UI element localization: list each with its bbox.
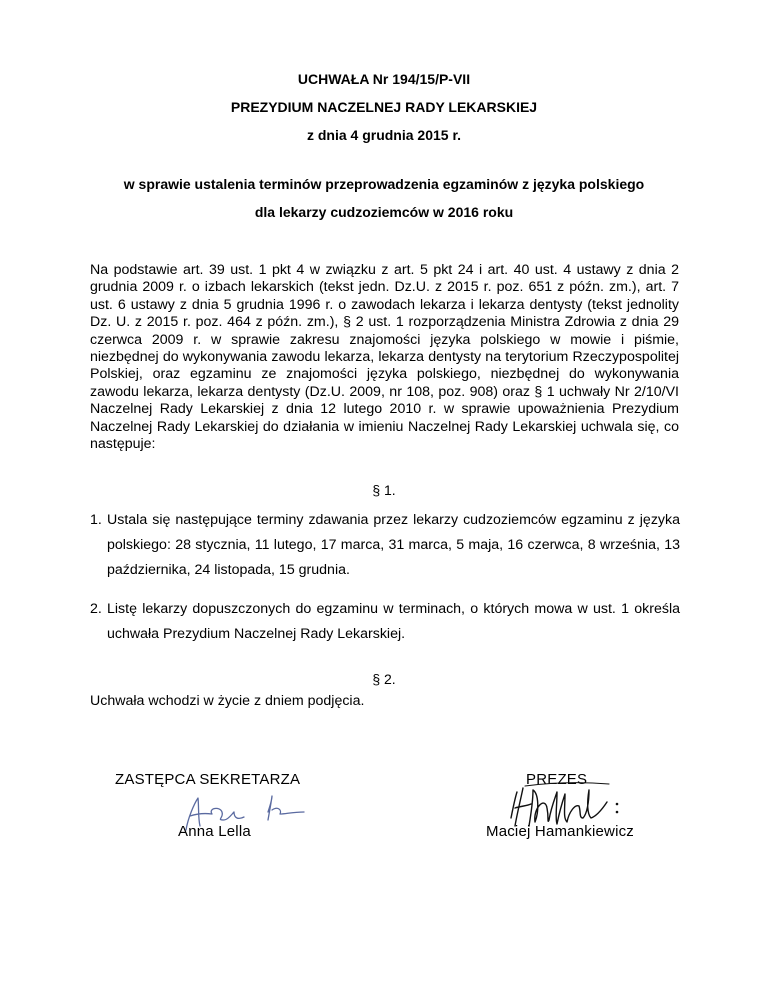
list-item-text: Listę lekarzy dopuszczonych do egzaminu w terminach, o których mowa w ust. 1 określa uchwała Prezydium Naczelnej Rady Lekarskiej. (107, 601, 680, 642)
signature-title-right: PREZES (526, 771, 588, 788)
section-2-text: Uchwała wchodzi w życie z dniem podjęcia. (90, 693, 365, 709)
list-item-text: Ustala się następujące terminy zdawania przez lekarzy cudzoziemców egzaminu z języka polskiego: 28 stycznia, 11 lutego, 17 marca, 31 marca, 5 maja, 16 czerwca, 8 września, 13 października, 24 listopada, 15 grudnia. (107, 512, 680, 578)
subject-line-2: dla lekarzy cudzoziemców w 2016 roku (254, 204, 514, 220)
list-item-1 (90, 508, 680, 583)
signature-name-right: Maciej Hamankiewicz (486, 823, 635, 840)
resolution-number: UCHWAŁA Nr 194/15/P-VII (297, 71, 471, 87)
list-item-number: 2. (90, 601, 102, 617)
preamble-paragraph: Na podstawie art. 39 ust. 1 pkt 4 w związku z art. 5 pkt 24 i art. 40 ust. 4 ustawy z dnia 2 grudnia 2009 r. o izbach lekarskich (tekst jedn. Dz.U. z 2015 r. poz. 651 z późn. zm.), art. 7 ust. 6 ustawy z dnia 5 grudnia 1996 r. o zawodach lekarza i lekarza dentysty (tekst jednolity Dz. U. z 2015 r. poz. 464 z późn. zm.), § 2 ust. 1 rozporządzenia Ministra Zdrowia z dnia 29 czerwca 2009 r. w sprawie zakresu znajomości języka polskiego w mowie i piśmie, niezbędnej do wykonywania zawodu lekarza, lekarza dentysty na terytorium Rzeczypospolitej Polskiej, oraz egzaminu ze znajomości języka polskiego, niezbędnej do wykonywania zawodu lekarza, lekarza dentysty (Dz.U. 2009, nr 108, poz. 908) oraz § 1 uchwały Nr 2/10/VI Naczelnej Rady Lekarskiej z dnia 12 lutego 2010 r. w sprawie upoważnienia Prezydium Naczelnej Rady Lekarskiej do działania w imieniu Naczelnej Rady Lekarskiej uchwala się, co następuje: (90, 262, 679, 453)
resolution-date: z dnia 4 grudnia 2015 r. (306, 127, 462, 143)
issuing-body: PREZYDIUM NACZELNEJ RADY LEKARSKIEJ (230, 99, 538, 115)
section-1-sign: § 1. (372, 482, 396, 498)
signature-title-left: ZASTĘPCA SEKRETARZA (115, 771, 301, 788)
list-item-2 (90, 597, 680, 647)
signature-name-left: Anna Lella (178, 823, 251, 840)
subject-line-1: w sprawie ustalenia terminów przeprowadzenia egzaminów z języka polskiego (123, 176, 645, 192)
section-2-sign: § 2. (372, 671, 396, 687)
list-item-number: 1. (90, 512, 102, 528)
